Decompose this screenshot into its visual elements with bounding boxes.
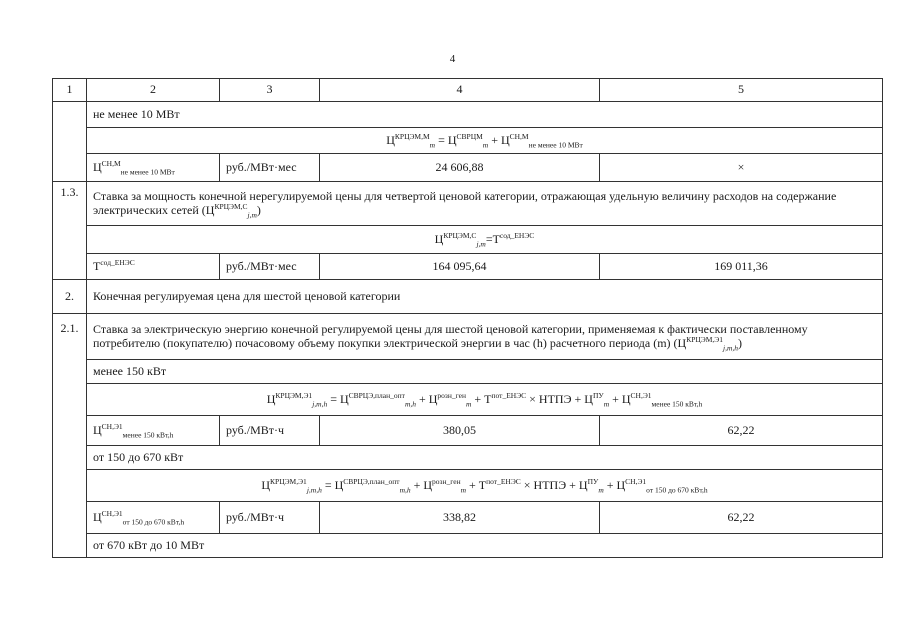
param-150-670: $Ц^{СН,Э1}_{от 150 до 670 кВт,h}$ [87, 502, 220, 534]
row-formula-m [53, 128, 883, 154]
formula-c: $Ц^{КРЦЭМ,С}_{j,m}=Т^{сод\_ЕНЭС}$ [87, 226, 883, 254]
param-min10: $Ц^{СН,М}_{не менее 10 МВт}$ [87, 154, 220, 182]
section-2-text: Конечная регулируемая цена для шестой ценовой категории [87, 280, 883, 314]
row-min10-label [53, 102, 883, 128]
unit-cell: руб./МВт·ч [220, 502, 320, 534]
sub1-label: менее 150 кВт [87, 360, 883, 384]
row-formula-c [53, 226, 883, 254]
row-param-under150 [53, 416, 883, 446]
row-param-enes [53, 254, 883, 280]
value-col4: 338,82 [320, 502, 600, 534]
param-enes: $Т^{сод\_ЕНЭС}$ [87, 254, 220, 280]
row-sub2-label [53, 446, 883, 470]
formula-e1-150-670: $Ц^{КРЦЭМ,Э1}_{j,m,h} = Ц^{СВРЦЭ,план\_опт}_{m,h} + Ц^{розн\_ген}_m + Т^{пот\_ЕНЭС}$ × НТПЭ + $Ц^{ПУ}_m + Ц^{СН,Э1}_{от 150 до 670 кВт,h}$ [87, 470, 883, 502]
value-col5: 62,22 [600, 416, 883, 446]
value-col4: 24 606,88 [320, 154, 600, 182]
unit-cell: руб./МВт·мес [220, 254, 320, 280]
header-col-2: 2 [87, 79, 220, 102]
unit-cell: руб./МВт·ч [220, 416, 320, 446]
formula-e1-under150: $Ц^{КРЦЭМ,Э1}_{j,m,h} = Ц^{СВРЦЭ,план\_опт}_{m,h} + Ц^{розн\_ген}_m + Т^{пот\_ЕНЭС}$ × НТПЭ + $Ц^{ПУ}_m + Ц^{СН,Э1}_{менее 150 кВт,h}$ [87, 384, 883, 416]
min10-label: не менее 10 МВт [87, 102, 883, 128]
row-section-1-3 [53, 182, 883, 226]
row-section-2-1 [53, 314, 883, 360]
section-num-2-1: 2.1. [53, 314, 87, 558]
page-number: 4 [449, 53, 456, 65]
section-num-2: 2. [53, 280, 87, 314]
value-col5: 62,22 [600, 502, 883, 534]
value-col5: 169 011,36 [600, 254, 883, 280]
formula-m: $Ц^{КРЦЭМ,М}_m = Ц^{СВРЦМ}_m + Ц^{СН,М}_{не менее 10 МВт}$ [87, 128, 883, 154]
row-sub3-label [53, 534, 883, 558]
header-col-3: 3 [220, 79, 320, 102]
param-under150: $Ц^{СН,Э1}_{менее 150 кВт,h}$ [87, 416, 220, 446]
row-formula-e1-b [53, 470, 883, 502]
sub3-label: от 670 кВт до 10 МВт [87, 534, 883, 558]
header-col-1: 1 [53, 79, 87, 102]
section-num-1-3: 1.3. [53, 182, 87, 280]
section-2-1-text: Ставка за электрическую энергию конечной регулируемой цены для шестой ценовой категории, применяемая к фактически поставленному потребителю (покупателю) почасовому объему покупки электрической энергии в час (h) расчетного периода (m) $(Ц^{КРЦЭМ,Э1}_{j,m,h})$ [87, 314, 883, 360]
value-col5: × [600, 154, 883, 182]
section-1-3-text: Ставка за мощность конечной нерегулируемой цены для четвертой ценовой категории, отражающая удельную величину расходов на содержание электрических сетей $(Ц^{КРЦЭМ,С}_{j,m})$ [87, 182, 883, 226]
header-row [53, 79, 883, 102]
row-sub1-label [53, 360, 883, 384]
header-col-5: 5 [600, 79, 883, 102]
value-col4: 380,05 [320, 416, 600, 446]
section-num-empty [53, 102, 87, 182]
row-formula-e1-a [53, 384, 883, 416]
sub2-label: от 150 до 670 кВт [87, 446, 883, 470]
unit-cell: руб./МВт·мес [220, 154, 320, 182]
value-col4: 164 095,64 [320, 254, 600, 280]
header-col-4: 4 [320, 79, 600, 102]
row-param-min10 [53, 154, 883, 182]
row-section-2 [53, 280, 883, 314]
tariff-table [52, 78, 883, 558]
row-param-150-670 [53, 502, 883, 534]
